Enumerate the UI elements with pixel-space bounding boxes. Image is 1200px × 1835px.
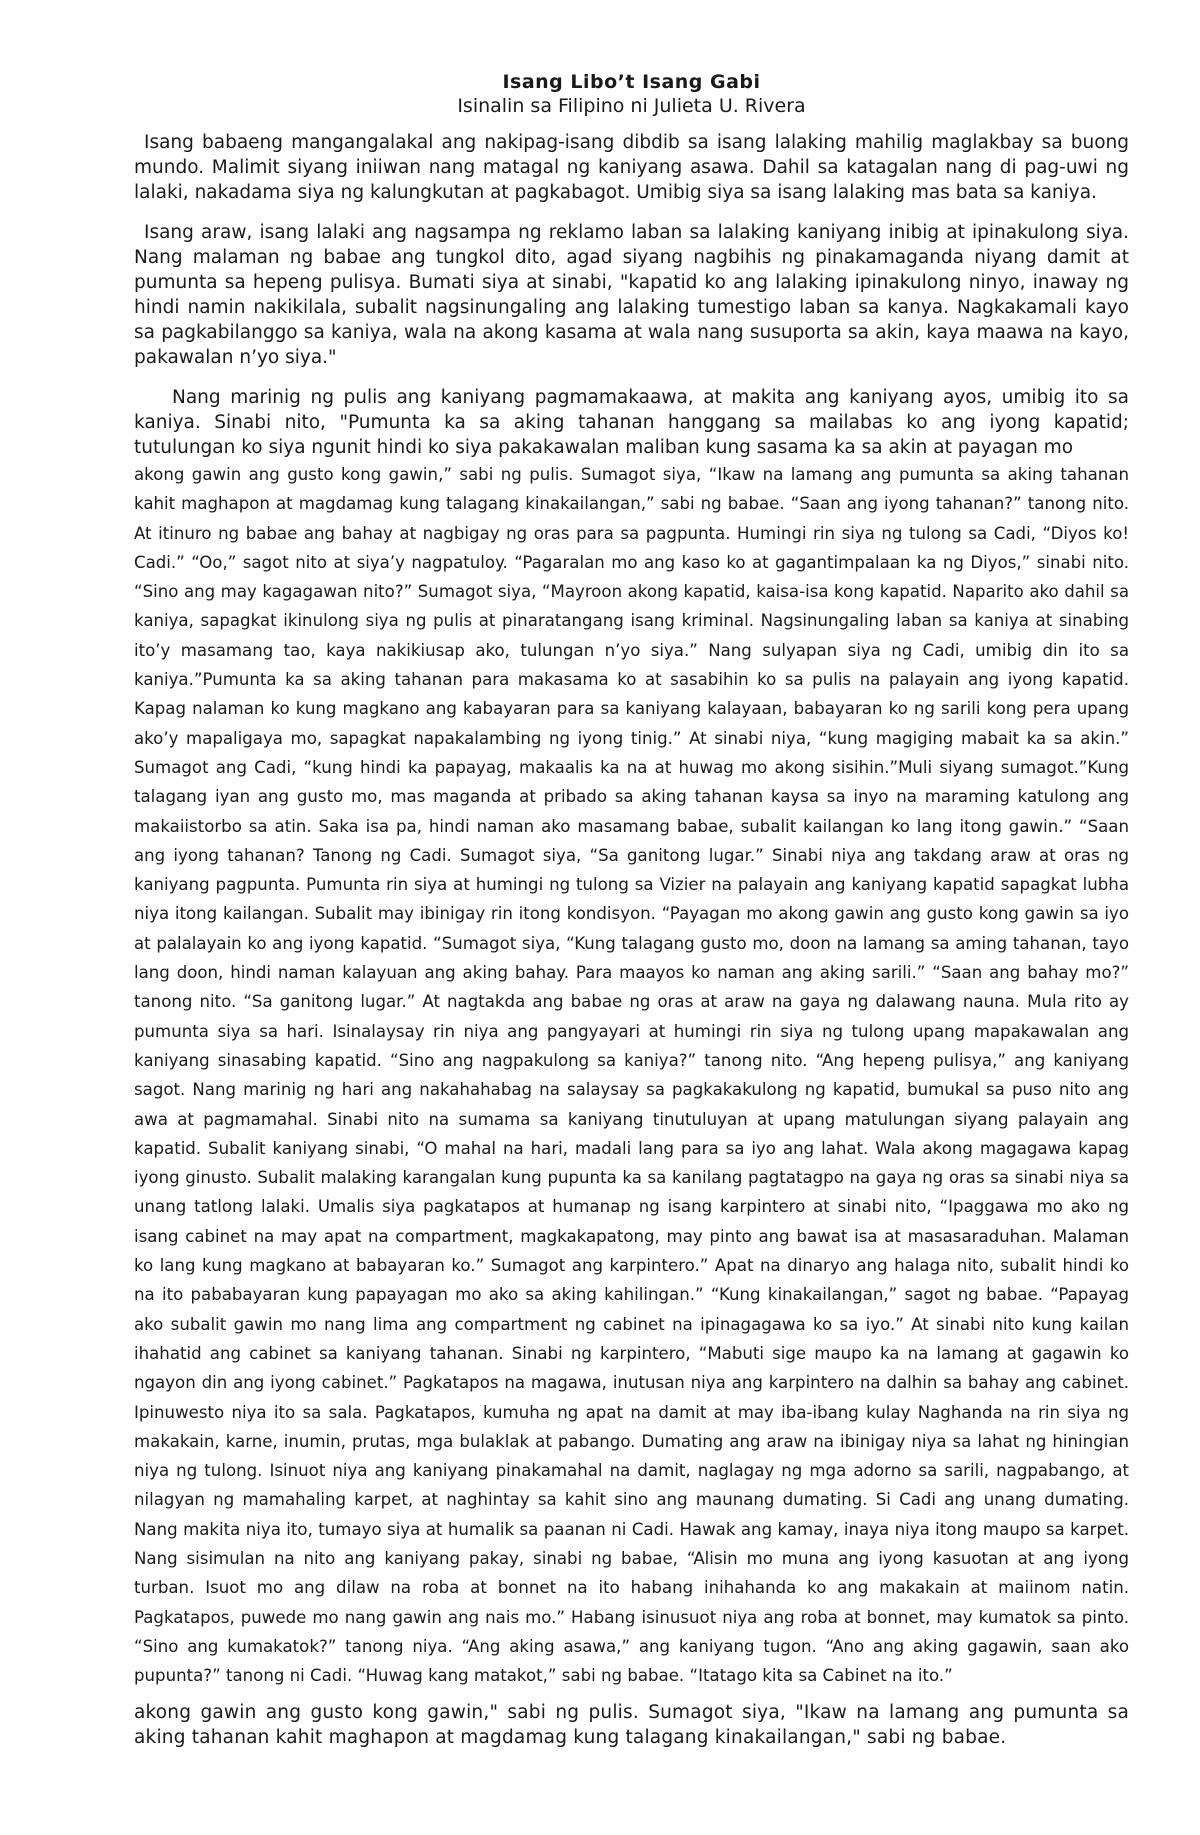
paragraph-3: Nang marinig ng pulis ang kaniyang pagmamakaawa, at makita ang kaniyang ayos, umibig ito sa kaniya. Sinabi nito, "Pumunta ka sa aking tahanan hanggang sa mailabas ko ang iyong kapatid; tutulungan ko siya ngunit hindi ko siya pakakawalan maliban kung sasama ka sa akin at payagan mo [134, 387, 1129, 458]
repeated-tail-text: akong gawin ang gusto kong gawin," sabi ng pulis. Sumagot siya, "Ikaw na lamang ang pumunta sa aking tahanan kahit maghapon at magdamag kung talagang kinakailangan," sabi ng babae. [134, 1702, 1129, 1749]
document-title: Isang Libo’t Isang Gabi [502, 71, 761, 93]
paragraph-1: Isang babaeng mangangalakal ang nakipag-isang dibdib sa isang lalaking mahilig maglakbay sa buong mundo. Malimit siyang iniiwan nang matagal ng kaniyang asawa. Dahil sa katagalan nang di pag-uwi ng lalaki, nakadama siya ng kalungkutan at pagkabagot. Umibig siya sa isang lalaking mas bata sa kaniya. [134, 132, 1129, 203]
document-subtitle: Isinalin sa Filipino ni Julieta U. Rivera [457, 95, 806, 117]
paragraph-3-continuation: akong gawin ang gusto kong gawin,” sabi ng pulis. Sumagot siya, “Ikaw na lamang ang pumunta sa aking tahanan kahit maghapon at magdamag kung talagang kinakailangan,” sabi ng babae. “Saan ang iyong tahanan?” tanong nito. At itinuro ng babae ang bahay at nagbigay ng oras para sa pagpunta. Humingi rin siya ng tulong sa Cadi, “Diyos ko! Cadi.” “Oo,” sagot nito at siya’y nagpatuloy. “Pagaralan mo ang kaso ko at gagantimpalaan ka ng Diyos,” sinabi nito. “Sino ang may kagagawan nito?” Sumagot siya, “Mayroon akong kapatid, kaisa-isa kong kapatid. Naparito ako dahil sa kaniya, sapagkat ikinulong siya ng pulis at pinaratangang isang kriminal. Nagsinungaling laban sa kaniya at sinabing ito’y masamang tao, kaya nakikiusap ako, tulungan n’yo siya.” Nang sulyapan siya ng Cadi, umibig din ito sa kaniya.”Pumunta ka sa aking tahanan para makasama ko at sasabihin ko sa pulis na palayain ang iyong kapatid. Kapag nalaman ko kung magkano ang kabayaran para sa kaniyang kalayaan, babayaran ko ng sarili kong pera upang ako’y mapaligaya mo, sapagkat napakalambing ng iyong tinig.” At sinabi niya, “kung magiging mabait ka sa akin.” Sumagot ang Cadi, “kung hindi ka papayag, makaalis ka na at huwag mo akong sisihin.”Muli siyang sumagot.”Kung talagang iyan ang gusto mo, mas maganda at pribado sa aking tahanan kaysa sa inyo na maraming katulong ang makaiistorbo sa atin. Saka isa pa, hindi naman ako masamang babae, subalit kailangan ko lang itong gawin.” “Saan ang iyong tahanan? Tanong ng Cadi. Sumagot siya, “Sa ganitong lugar.” Sinabi niya ang takdang araw at oras ng kaniyang pagpunta. Pumunta rin siya at humingi ng tulong sa Vizier na palayain ang kaniyang kapatid sapagkat lubha niya itong kailangan. Subalit may ibinigay rin itong kondisyon. “Payagan mo akong gawin ang gusto kong gawin sa iyo at palalayain ko ang iyong kapatid. “Sumagot siya, “Kung talagang gusto mo, doon na lamang sa aming tahanan, tayo lang doon, hindi naman kalayuan ang aking bahay. Para maayos ko naman ang aking sarili.” “Saan ang bahay mo?” tanong nito. “Sa ganitong lugar.” At nagtakda ang babae ng oras at araw na gaya ng dalawang nauna. Mula rito ay pumunta siya sa hari. Isinalaysay rin niya ang pangyayari at humingi rin siya ng tulong upang mapakawalan ang kaniyang sinasabing kapatid. “Sino ang nagpakulong sa kaniya?” tanong nito. “Ang hepeng pulisya,” ang kaniyang sagot. Nang marinig ng hari ang nakahahabag na salaysay sa pagkakakulong ng kapatid, bumukal sa puso nito ang awa at pagmamahal. Sinabi nito na sumama sa kaniyang tinutuluyan at upang matulungan siyang palayain ang kapatid. Subalit kaniyang sinabi, “O mahal na hari, madali lang para sa iyo ang lahat. Wala akong magagawa kapag iyong ginusto. Subalit malaking karangalan kung pupunta ka sa kanilang pagtatagpo na gaya ng oras sa sinabi niya sa unang tatlong lalaki. Umalis siya pagkatapos at humanap ng isang karpintero at sinabi nito, “Ipaggawa mo ako ng isang cabinet na may apat na compartment, magkakapatong, may pinto ang bawat isa at masasaraduhan. Malaman ko lang kung magkano at babayaran ko.” Sumagot ang karpintero.” Apat na dinaryo ang halaga nito, subalit hindi ko na ito pababayaran kung papayagan mo ako sa aking kahilingan.” “Kung kinakailangan,” sagot ng babae. “Papayag ako subalit gawin mo nang lima ang compartment ng cabinet na ipinagagawa ko sa iyo.” At sinabi nito kung kailan ihahatid ang cabinet sa kaniyang tahanan. Sinabi ng karpintero, “Mabuti sige maupo ka na lamang at gagawin ko ngayon din ang iyong cabinet.” Pagkatapos na magawa, inutusan niya ang karpintero na dalhin sa bahay ang cabinet. Ipinuwesto niya ito sa sala. Pagkatapos, kumuha ng apat na damit at may iba-ibang kulay Naghanda na rin siya ng makakain, karne, inumin, prutas, mga bulaklak at pabango. Dumating ang araw na ibinigay niya sa lahat ng hiningian niya ng tulong. Isinuot niya ang kaniyang pinakamahal na damit, naglagay ng mga adorno sa sarili, nagpabango, at nilagyan ng mamahaling karpet, at naghintay sa kahit sino ang maunang dumating. Si Cadi ang unang dumating. Nang makita niya ito, tumayo siya at humalik sa paanan ni Cadi. Hawak ang kamay, inaya niya itong maupo sa karpet. Nang sisimulan na nito ang kaniyang pakay, sinabi ng babae, “Alisin mo muna ang iyong kasuotan at ang iyong turban. Isuot mo ang dilaw na roba at bonnet na ito habang inihahanda ko ang makakain at maiinom natin. Pagkatapos, puwede mo nang gawin ang nais mo.” Habang isinusuot niya ang roba at bonnet, may kumatok sa pinto. “Sino ang kumakatok?” tanong niya. “Ang aking asawa,” ang kaniyang tugon. “Ano ang aking gagawin, saan ako pupunta?” tanong ni Cadi. “Huwag kang matakot,” sabi ng babae. “Itatago kita sa Cabinet na ito.” [134, 465, 1129, 1686]
paragraph-2: Isang araw, isang lalaki ang nagsampa ng reklamo laban sa lalaking kaniyang inibig at ipinakulong siya. Nang malaman ng babae ang tungkol dito, agad siyang nagbihis ng pinakamaganda niyang damit at pumunta sa hepeng pulisya. Bumati siya at sinabi, "kapatid ko ang lalaking ipinakulong ninyo, inaway ng hindi namin nakikilala, subalit nagsinungaling ang lalaking tumestigo laban sa kanya. Nagkakamali kayo sa pagkabilanggo sa kaniya, wala na akong kasama at wala nang susuporta sa akin, kaya maawa na kayo, pakawalan n’yo siya." [134, 222, 1129, 368]
document-page [134, 70, 1129, 1750]
